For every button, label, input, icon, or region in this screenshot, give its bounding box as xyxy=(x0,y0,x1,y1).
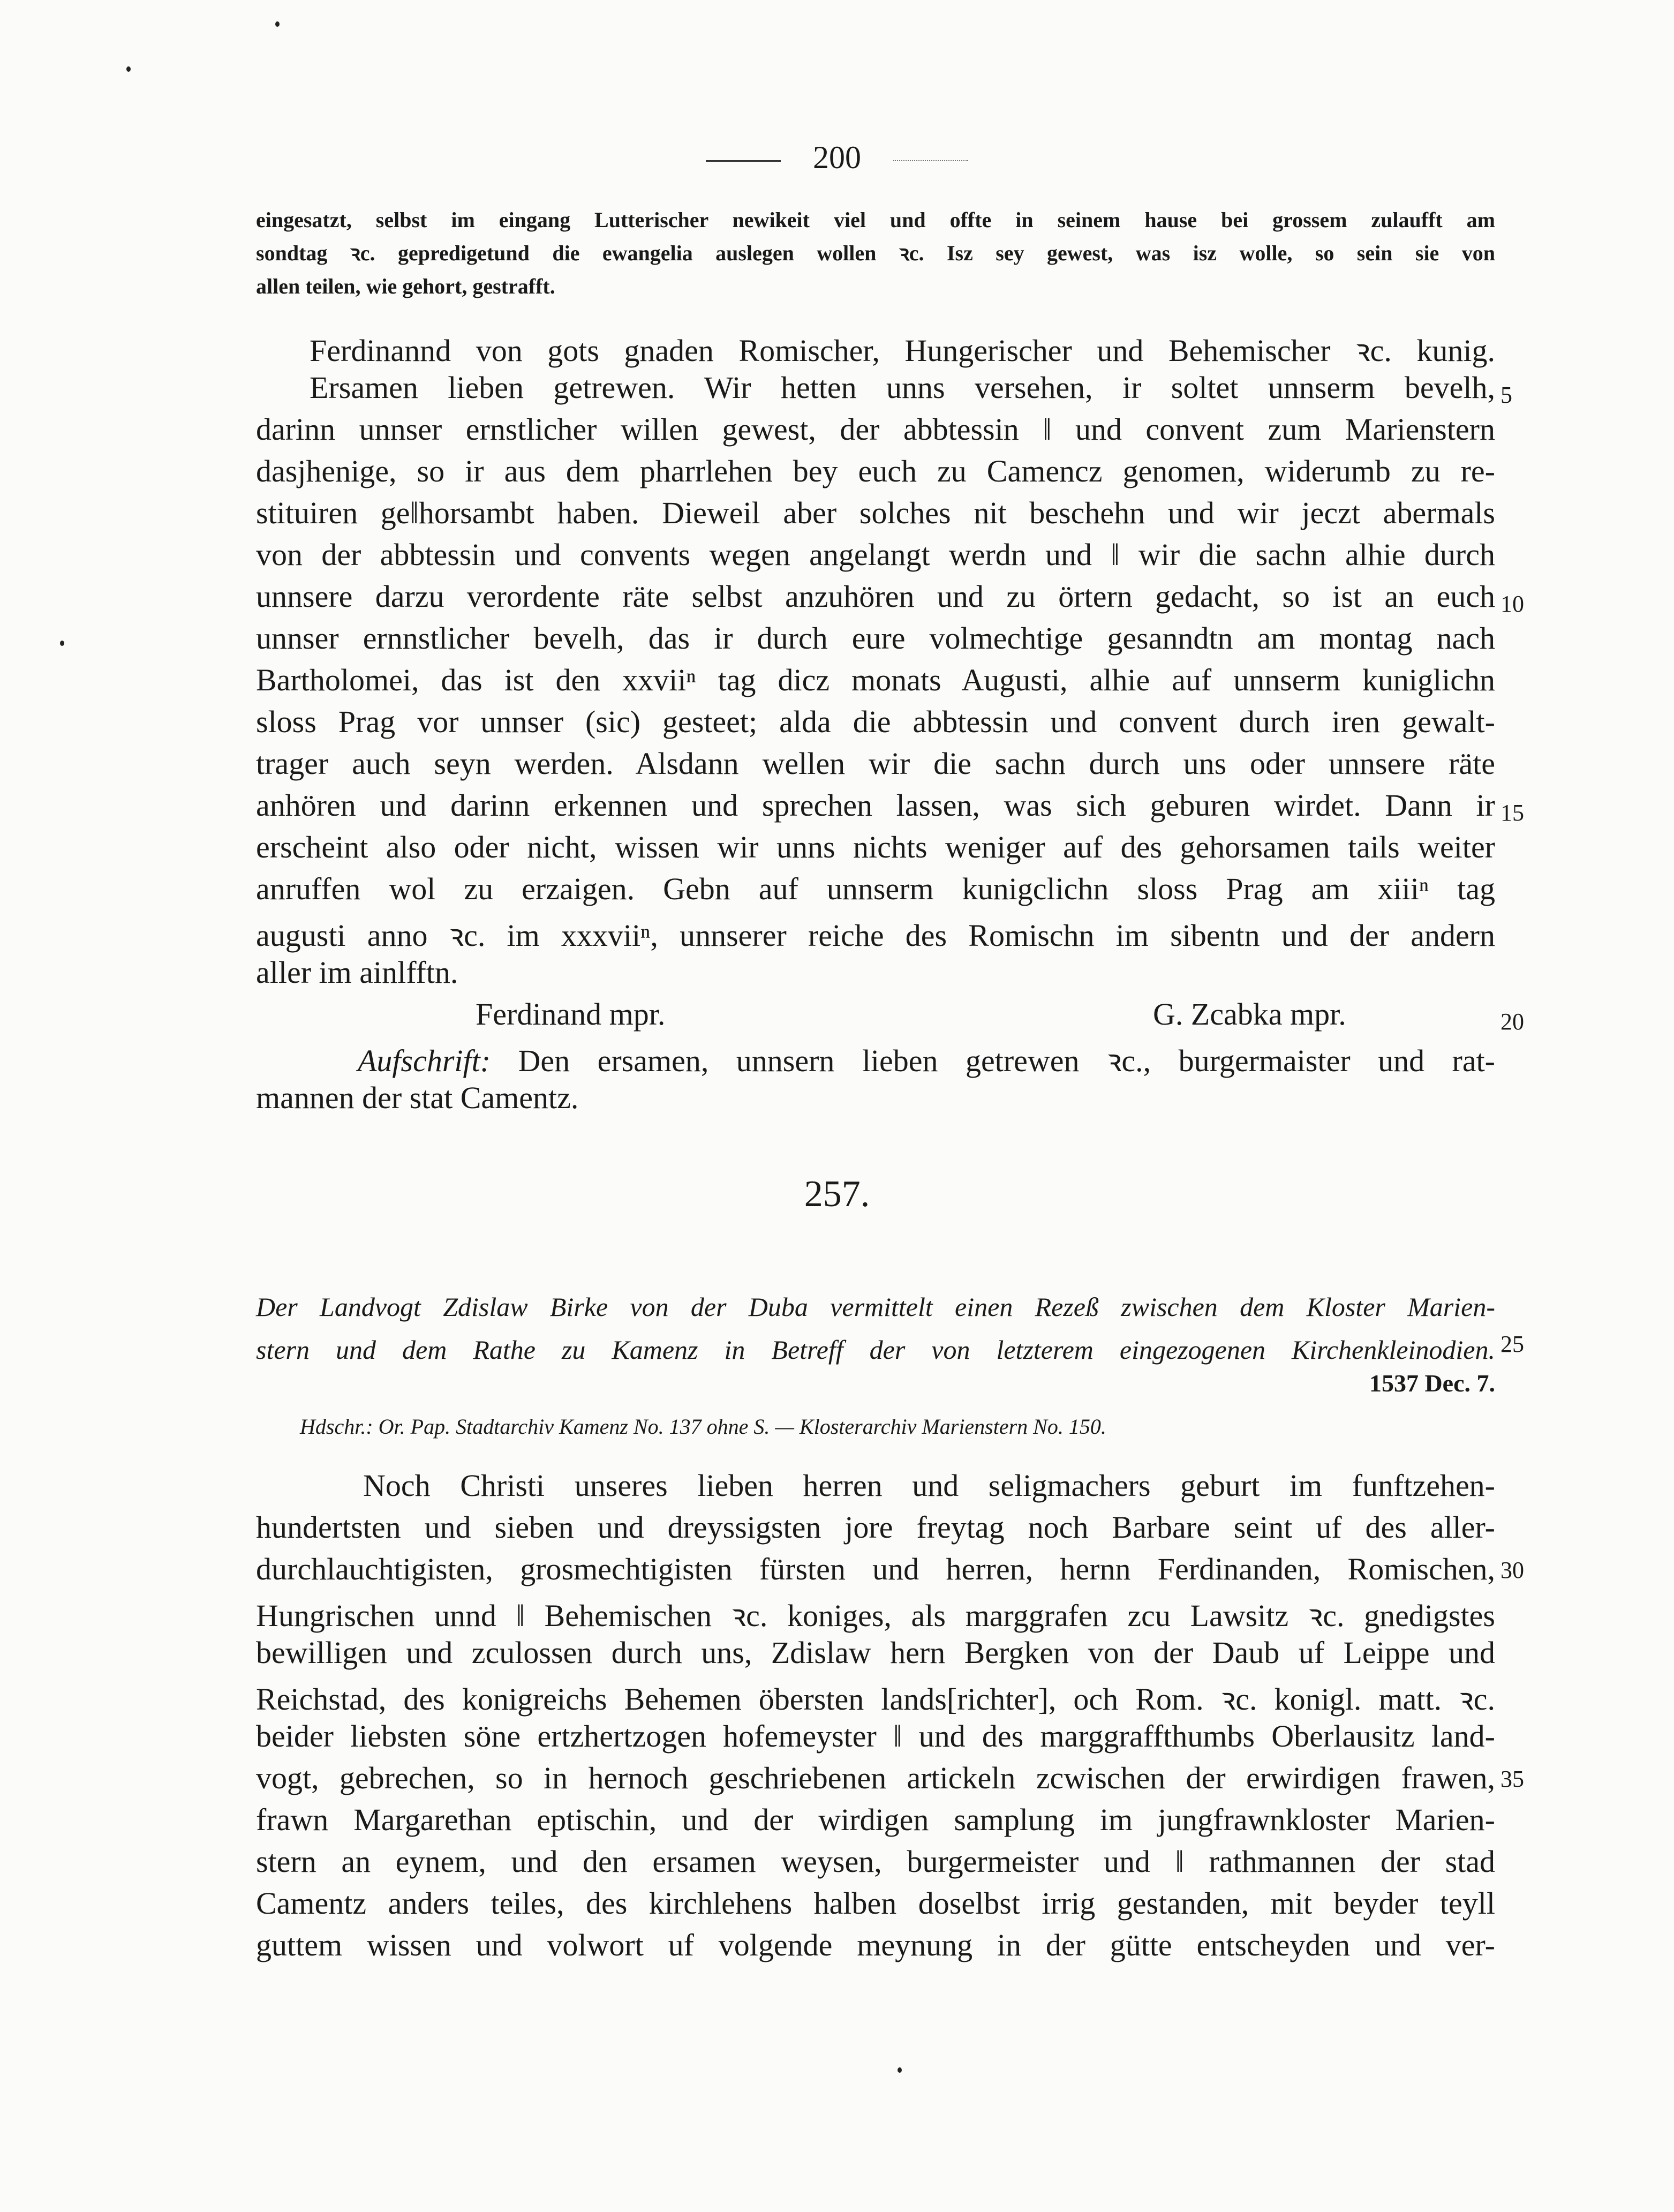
page-number: 200 xyxy=(813,140,861,175)
letter-line: erscheint also oder nicht, wissen wir unns nichts weniger auf des gehorsamen tails weiter xyxy=(256,830,1495,864)
address-text: Den ersamen, unnsern lieben getrewen ꝛc., burgermaister und rat- xyxy=(518,1043,1495,1078)
letter-line: augusti anno ꝛc. im xxxviiⁿ, unnserer reiche des Romischn im sibentn und der andern xyxy=(256,918,1495,953)
letter-line: darinn unnser ernstlicher willen gewest, der abbtessin ‖ und convent zum Marienstern xyxy=(256,412,1495,447)
preceding-line: allen teilen, wie gehort, gestrafft. xyxy=(256,274,555,298)
preceding-line: eingesatzt, selbst im eingang Lutterischer newikeit viel und offte in seinem hause bei grossem zulaufft am xyxy=(256,208,1495,232)
document-line: durchlauchtigisten, grosmechtigisten fürsten und herren, hernn Ferdinanden, Romischen, xyxy=(256,1552,1495,1586)
line-number: 20 xyxy=(1500,1009,1524,1035)
document-line: Hungrischen unnd ‖ Behemischen ꝛc. koniges, als marggrafen zcu Lawsitz ꝛc. gnedigstes xyxy=(256,1598,1495,1633)
preceding-line: sondtag ꝛc. gepredigetund die ewangelia auslegen wollen ꝛc. Isz sey gewest, was isz wolle, so sein sie von xyxy=(256,241,1495,265)
letter-line: anruffen wol zu erzaigen. Gebn auf unnserm kunigclichn sloss Prag am xiiiⁿ tag xyxy=(256,871,1495,906)
letter-line: stituiren ge‖horsambt haben. Dieweil aber solches nit beschehn und wir jeczt abermals xyxy=(256,495,1495,530)
signature-ferdinand: Ferdinand mpr. xyxy=(476,997,666,1032)
letter-line: unnser ernnstlicher bevelh, das ir durch eure volmechtige gesanndtn am montag nach xyxy=(256,621,1495,656)
document-line: stern an eynem, und den ersamen weysen, burgermeister und ‖ rathmannen der stad xyxy=(256,1844,1495,1879)
header-rule-left xyxy=(706,160,781,162)
document-line: Noch Christi unseres lieben herren und seligmachers geburt im funftzehen- xyxy=(363,1468,1495,1503)
letter-line: aller im ainlfftn. xyxy=(256,955,458,990)
summary-line: Der Landvogt Zdislaw Birke von der Duba vermittelt einen Rezeß zwischen dem Kloster Marien- xyxy=(256,1292,1495,1322)
line-number: 5 xyxy=(1500,382,1512,408)
document-date: 1537 Dec. 7. xyxy=(1369,1370,1495,1397)
letter-line: Bartholomei, das ist den xxviiⁿ tag dicz monats Augusti, alhie auf unnserm kuniglichn xyxy=(256,663,1495,697)
line-number: 15 xyxy=(1500,800,1524,826)
document-line: Camentz anders teiles, des kirchlehens halben doselbst irrig gestanden, mit beyder teyll xyxy=(256,1886,1495,1921)
letter-line: unnsere darzu verordente räte selbst anzuhören und zu örtern gedacht, so ist an euch xyxy=(256,579,1495,614)
line-number: 35 xyxy=(1500,1766,1524,1792)
letter-line: Ferdinannd von gots gnaden Romischer, Hungerischer und Behemischer ꝛc. kunig. xyxy=(310,333,1495,368)
letter-line: von der abbtessin und convents wegen angelangt werdn und ‖ wir die sachn alhie durch xyxy=(256,537,1495,572)
scan-speck xyxy=(126,66,131,72)
address-label: Aufschrift: xyxy=(358,1043,491,1078)
document-line: Reichstad, des konigreichs Behemen öbersten lands[richter], och Rom. ꝛc. konigl. matt. ꝛc. xyxy=(256,1682,1495,1717)
line-number: 25 xyxy=(1500,1331,1524,1357)
signature-zcabka: G. Zcabka mpr. xyxy=(1153,997,1346,1032)
scan-speck xyxy=(898,2067,902,2073)
document-line: guttem wissen und volwort uf volgende meynung in der gütte entscheyden und ver- xyxy=(256,1928,1495,1962)
letter-line: trager auch seyn werden. Alsdann wellen wir die sachn durch uns oder unnsere räte xyxy=(256,746,1495,781)
document-line: frawn Margarethan eptischin, und der wirdigen samplung im jungfrawnkloster Marien- xyxy=(256,1802,1495,1837)
scan-speck xyxy=(275,21,280,27)
document-line: bewilligen und zculossen durch uns, Zdislaw hern Bergken von der Daub uf Leippe und xyxy=(256,1635,1495,1670)
address-line-2: mannen der stat Camentz. xyxy=(256,1080,579,1115)
scan-speck xyxy=(60,641,64,646)
summary-line: stern und dem Rathe zu Kamenz in Betreff der von letzterem eingezogenen Kirchenkleinodien. xyxy=(256,1335,1495,1365)
document-line: hundertsten und sieben und dreyssigsten jore freytag noch Barbare seint uf des aller- xyxy=(256,1510,1495,1545)
letter-line: anhören und darinn erkennen und sprechen lassen, was sich geburen wirdet. Dann ir xyxy=(256,788,1495,823)
line-number: 10 xyxy=(1500,591,1524,617)
document-number: 257. xyxy=(804,1173,870,1215)
letter-line: sloss Prag vor unnser (sic) gesteet; alda die abbtessin und convent durch iren gewalt- xyxy=(256,704,1495,739)
letter-line: dasjhenige, so ir aus dem pharrlehen bey euch zu Camencz genomen, widerumb zu re- xyxy=(256,454,1495,488)
line-number: 30 xyxy=(1500,1557,1524,1583)
document-line: beider liebsten söne ertzhertzogen hofemeyster ‖ und des marggraffthumbs Oberlausitz land- xyxy=(256,1719,1495,1754)
document-line: vogt, gebrechen, so in hernoch geschriebenen artickeln zcwischen der erwirdigen frawen, xyxy=(256,1760,1495,1795)
source-note: Hdschr.: Or. Pap. Stadtarchiv Kamenz No. 137 ohne S. — Klosterarchiv Marienstern No. 150. xyxy=(300,1415,1106,1439)
address-line xyxy=(358,1038,1495,1080)
page-header xyxy=(0,139,1674,176)
header-rule-right xyxy=(893,160,968,161)
letter-line: Ersamen lieben getrewen. Wir hetten unns versehen, ir soltet unnserm bevelh, xyxy=(310,370,1495,405)
regest-summary xyxy=(256,1285,1495,1371)
